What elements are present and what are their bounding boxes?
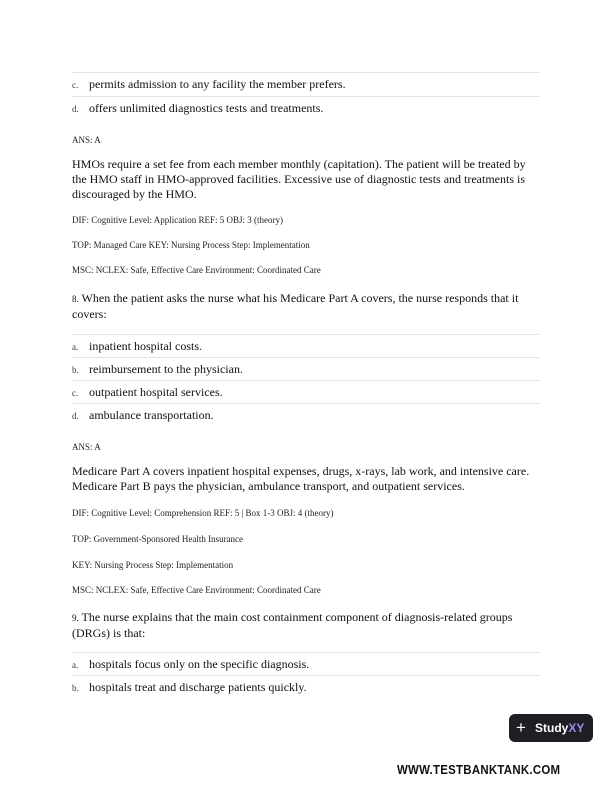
option-text: inpatient hospital costs. [89, 339, 202, 353]
option-d [72, 96, 540, 119]
brand-main: Study [535, 721, 569, 735]
option-letter: c. [72, 80, 79, 90]
option-letter: b. [72, 683, 79, 693]
option-a [72, 652, 540, 675]
option-letter: b. [72, 365, 79, 375]
meta-line: DIF: Cognitive Level: Application REF: 5 OBJ: 3 (theory) [72, 215, 283, 225]
question-stem: The nurse explains that the main cost containment component of diagnosis-related groups (DRGs) is that: [72, 610, 513, 640]
option-text: hospitals treat and discharge patients quickly. [89, 680, 307, 694]
brand-name [535, 721, 584, 735]
answer-label: ANS: A [72, 135, 101, 145]
plus-icon: + [516, 718, 526, 737]
rationale: Medicare Part A covers inpatient hospital expenses, drugs, x-rays, lab work, and intensive care. Medicare Part B pays the physician, ambulance transport, and outpatient services. [72, 464, 530, 493]
option-text: hospitals focus only on the specific diagnosis. [89, 657, 310, 671]
option-letter: d. [72, 104, 79, 114]
footer-url[interactable]: WWW.TESTBANKTANK.COM [397, 762, 561, 777]
option-b [72, 357, 540, 380]
rationale: HMOs require a set fee from each member monthly (capitation). The patient will be treated by the HMO staff in HMO-approved facilities. Excessive use of diagnostic tests and treatments is discouraged by the HMO. [72, 157, 526, 201]
option-text: ambulance transportation. [89, 408, 214, 422]
option-letter: d. [72, 411, 79, 421]
option-letter: c. [72, 388, 79, 398]
answer-label: ANS: A [72, 442, 101, 452]
option-letter: a. [72, 660, 79, 670]
studyxy-badge[interactable] [509, 714, 593, 742]
question-8 [72, 291, 542, 322]
option-d [72, 403, 540, 426]
option-a [72, 334, 540, 357]
option-letter: a. [72, 342, 79, 352]
option-text: reimbursement to the physician. [89, 362, 243, 376]
question-9 [72, 610, 542, 641]
option-text: permits admission to any facility the member prefers. [89, 77, 346, 91]
meta-line: MSC: NCLEX: Safe, Effective Care Environment: Coordinated Care [72, 585, 321, 595]
option-text: outpatient hospital services. [89, 385, 223, 399]
brand-accent: XY [568, 721, 585, 735]
meta-line: MSC: NCLEX: Safe, Effective Care Environment: Coordinated Care [72, 265, 321, 275]
option-text: offers unlimited diagnostics tests and treatments. [89, 101, 324, 115]
question-number: 8. [72, 294, 79, 304]
meta-line: DIF: Cognitive Level: Comprehension REF: 5 | Box 1-3 OBJ: 4 (theory) [72, 508, 334, 518]
option-c [72, 72, 540, 95]
option-c [72, 380, 540, 403]
question-number: 9. [72, 613, 79, 623]
meta-line: KEY: Nursing Process Step: Implementation [72, 560, 234, 570]
question-stem: When the patient asks the nurse what his Medicare Part A covers, the nurse responds that it covers: [72, 291, 519, 321]
option-b [72, 675, 540, 698]
meta-line: TOP: Managed Care KEY: Nursing Process Step: Implementation [72, 240, 310, 250]
meta-line: TOP: Government-Sponsored Health Insurance [72, 534, 244, 544]
